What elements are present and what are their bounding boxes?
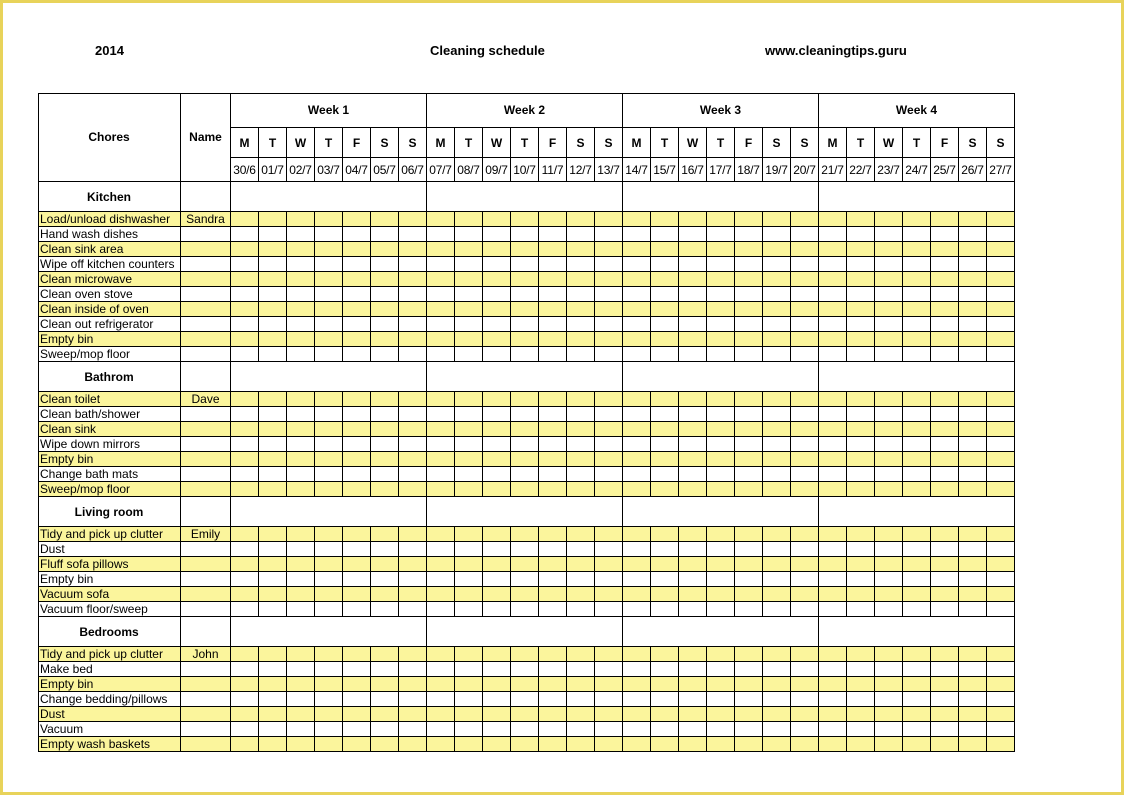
chore-label: Empty wash baskets	[38, 737, 181, 752]
week-header: Week 2	[427, 93, 623, 128]
date-cell: 06/7	[399, 158, 427, 182]
section-title: Living room	[38, 497, 181, 527]
chore-label: Dust	[38, 542, 181, 557]
day-letter: S	[959, 128, 987, 158]
day-letter: S	[371, 128, 399, 158]
assignee-name[interactable]: Sandra	[181, 212, 231, 227]
date-cell: 22/7	[847, 158, 875, 182]
date-cell: 19/7	[763, 158, 791, 182]
date-cell: 15/7	[651, 158, 679, 182]
day-letter: T	[707, 128, 735, 158]
chore-label: Empty bin	[38, 332, 181, 347]
chore-label: Hand wash dishes	[38, 227, 181, 242]
chore-label: Dust	[38, 707, 181, 722]
day-letter: T	[903, 128, 931, 158]
day-letter: M	[623, 128, 651, 158]
chore-label: Clean out refrigerator	[38, 317, 181, 332]
date-cell: 12/7	[567, 158, 595, 182]
date-cell: 07/7	[427, 158, 455, 182]
day-letter: F	[539, 128, 567, 158]
day-letter: M	[427, 128, 455, 158]
chore-label: Vacuum floor/sweep	[38, 602, 181, 617]
chore-label: Sweep/mop floor	[38, 347, 181, 362]
day-letter: T	[455, 128, 483, 158]
chore-label: Empty bin	[38, 452, 181, 467]
date-cell: 20/7	[791, 158, 819, 182]
date-cell: 24/7	[903, 158, 931, 182]
date-cell: 23/7	[875, 158, 903, 182]
date-cell: 02/7	[287, 158, 315, 182]
chore-label: Sweep/mop floor	[38, 482, 181, 497]
date-cell: 25/7	[931, 158, 959, 182]
chore-label: Make bed	[38, 662, 181, 677]
chore-label: Clean sink	[38, 422, 181, 437]
website-label: www.cleaningtips.guru	[765, 43, 907, 58]
section-title: Bedrooms	[38, 617, 181, 647]
week-header: Week 1	[231, 93, 427, 128]
day-letter: F	[735, 128, 763, 158]
chore-label: Clean toilet	[38, 392, 181, 407]
date-cell: 11/7	[539, 158, 567, 182]
day-letter: M	[231, 128, 259, 158]
chore-label: Tidy and pick up clutter	[38, 527, 181, 542]
date-cell: 04/7	[343, 158, 371, 182]
day-letter: S	[595, 128, 623, 158]
day-letter: T	[847, 128, 875, 158]
chore-label: Clean inside of oven	[38, 302, 181, 317]
chore-label: Tidy and pick up clutter	[38, 647, 181, 662]
day-letter: T	[511, 128, 539, 158]
page-title: Cleaning schedule	[430, 43, 545, 58]
day-letter: S	[791, 128, 819, 158]
chore-label: Change bath mats	[38, 467, 181, 482]
chore-label: Empty bin	[38, 572, 181, 587]
day-letter: S	[763, 128, 791, 158]
date-cell: 14/7	[623, 158, 651, 182]
chore-label: Wipe off kitchen counters	[38, 257, 181, 272]
date-cell: 27/7	[987, 158, 1015, 182]
day-letter: M	[819, 128, 847, 158]
day-letter: F	[343, 128, 371, 158]
chore-label: Clean bath/shower	[38, 407, 181, 422]
chore-label: Change bedding/pillows	[38, 692, 181, 707]
date-cell: 26/7	[959, 158, 987, 182]
day-letter: F	[931, 128, 959, 158]
day-letter: S	[567, 128, 595, 158]
date-cell: 01/7	[259, 158, 287, 182]
day-letter: T	[259, 128, 287, 158]
chores-header: Chores	[38, 93, 181, 182]
name-header: Name	[181, 93, 231, 182]
date-cell: 03/7	[315, 158, 343, 182]
date-cell: 16/7	[679, 158, 707, 182]
chore-label: Fluff sofa pillows	[38, 557, 181, 572]
year-label: 2014	[95, 43, 124, 58]
date-cell: 09/7	[483, 158, 511, 182]
date-cell: 10/7	[511, 158, 539, 182]
day-letter: W	[483, 128, 511, 158]
section-title: Bathrom	[38, 362, 181, 392]
day-letter: W	[679, 128, 707, 158]
day-letter: T	[315, 128, 343, 158]
day-letter: S	[987, 128, 1015, 158]
day-letter: W	[287, 128, 315, 158]
chore-label: Load/unload dishwasher	[38, 212, 181, 227]
week-header: Week 3	[623, 93, 819, 128]
date-cell: 17/7	[707, 158, 735, 182]
date-cell: 30/6	[231, 158, 259, 182]
assignee-name[interactable]: John	[181, 647, 231, 662]
section-title: Kitchen	[38, 182, 181, 212]
day-letter: W	[875, 128, 903, 158]
week-header: Week 4	[819, 93, 1015, 128]
chore-label: Clean microwave	[38, 272, 181, 287]
date-cell: 05/7	[371, 158, 399, 182]
chore-label: Vacuum sofa	[38, 587, 181, 602]
date-cell: 08/7	[455, 158, 483, 182]
day-letter: S	[399, 128, 427, 158]
date-cell: 21/7	[819, 158, 847, 182]
chore-label: Empty bin	[38, 677, 181, 692]
table-border	[38, 93, 1015, 752]
date-cell: 18/7	[735, 158, 763, 182]
day-letter: T	[651, 128, 679, 158]
chore-label: Clean oven stove	[38, 287, 181, 302]
assignee-name[interactable]: Emily	[181, 527, 231, 542]
assignee-name[interactable]: Dave	[181, 392, 231, 407]
chore-label: Vacuum	[38, 722, 181, 737]
chore-label: Wipe down mirrors	[38, 437, 181, 452]
chore-label: Clean sink area	[38, 242, 181, 257]
date-cell: 13/7	[595, 158, 623, 182]
